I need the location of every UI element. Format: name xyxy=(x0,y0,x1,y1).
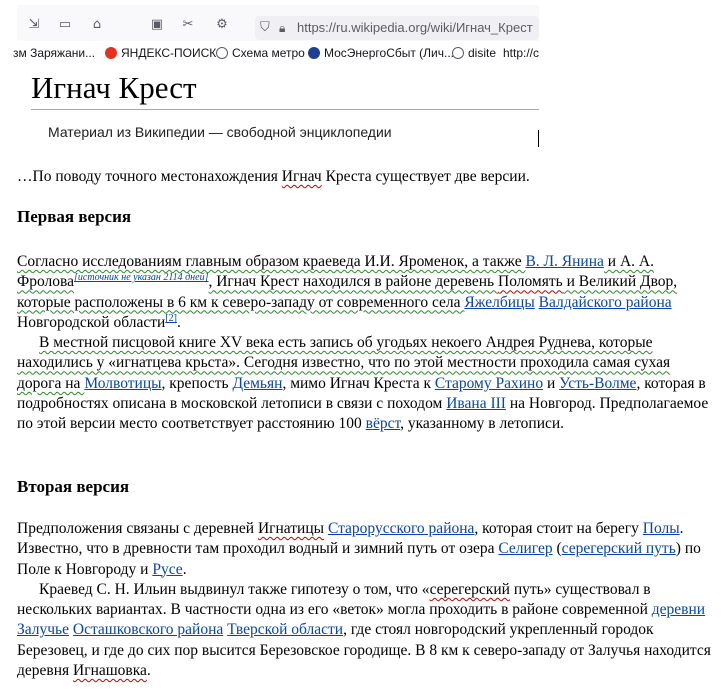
text-run: , где стоял новгородский укрепленный городок Березовец, и где до сих пор высится Березовское городище. В 8 км к северо-западу от Залучья находится деревня xyxy=(17,621,711,680)
bookmark-item[interactable] xyxy=(105,46,216,60)
url-bar[interactable] xyxy=(255,16,539,40)
link-seregersky-way[interactable]: серегерский путь xyxy=(561,540,676,558)
text-run: , которая стоит на берегу xyxy=(474,520,643,537)
text-run: , указанному в летописи. xyxy=(400,415,565,433)
link-seliger[interactable]: Селигер xyxy=(498,540,553,558)
section-heading-first: Первая версия xyxy=(17,207,132,226)
bookmark-label: МосЭнергоСбыт (Лич... xyxy=(324,46,455,60)
home-icon[interactable]: ⌂ xyxy=(92,17,102,32)
text-run: Игнашовка xyxy=(73,662,147,680)
link-valdai-district[interactable]: Валдайского района xyxy=(538,293,672,311)
link-versts[interactable]: вёрст xyxy=(365,415,401,433)
text-run: Креста существует две версии. xyxy=(321,168,530,185)
mosenergo-icon xyxy=(308,47,320,59)
link-zaluchye[interactable]: деревни Залучье xyxy=(17,601,706,639)
bookmark-label: Схема метро xyxy=(232,46,305,60)
text-run: . xyxy=(146,662,151,680)
page-tagline: Материал из Википедии — свободной энциклопедии xyxy=(48,124,392,140)
text-run: Новгородской области xyxy=(17,313,166,331)
text-run: , которая в подробностях описана в московской летописи в связи с походом xyxy=(17,374,706,413)
section2-paragraph-1 xyxy=(17,519,717,681)
text-run: , мимо Игнач Креста к xyxy=(282,374,435,392)
text-cursor xyxy=(538,130,539,147)
link-rusa[interactable]: Русе xyxy=(152,560,183,578)
text-run: , крепость xyxy=(161,374,233,392)
text-run: Игнатицы xyxy=(257,520,325,537)
bookmark-item[interactable] xyxy=(452,46,496,60)
text-run: и Великий Двор, которые расположены в 6 км к северо-западу от современного села xyxy=(17,273,678,311)
url-text[interactable]: https://ru.wikipedia.org/wiki/Игнач_Крест xyxy=(297,20,533,35)
bookmark-item[interactable] xyxy=(503,46,539,60)
text-run: на Новгород. Предполагаемое по этой версии место соответствует расстоянию 100 xyxy=(17,395,709,433)
globe-icon xyxy=(452,47,464,59)
browser-toolbar xyxy=(17,5,539,41)
bookmark-label: http://c xyxy=(503,46,540,60)
link-staroe-rakhino[interactable]: Старому Рахино xyxy=(434,374,544,392)
intro-paragraph xyxy=(17,167,717,187)
shield-icon[interactable]: ⛉ xyxy=(260,20,270,35)
link-demyan[interactable]: Демьян xyxy=(232,374,283,392)
text-run: Краевед С. Н. Ильин выдвинул также гипотезу о том, что « xyxy=(39,580,430,598)
text-run: ) по Поле к Новгороду и xyxy=(17,540,701,578)
bookmark-item[interactable] xyxy=(13,46,95,60)
text-run: . Известно, что в древности там проходил водный и зимний путь от озера xyxy=(17,520,684,558)
text-run: серегерский xyxy=(429,580,510,598)
link-ostashkov-district[interactable]: Осташковского района xyxy=(72,621,224,639)
bookmark-label: disite xyxy=(468,46,497,60)
browser-window xyxy=(13,0,540,140)
folder-icon[interactable]: ▭ xyxy=(58,17,72,32)
bookmark-label: ЯНДЕКС-ПОИСК xyxy=(121,46,217,60)
text-run: Предположения связаны с деревней xyxy=(17,520,258,537)
bookmark-item[interactable] xyxy=(216,46,305,60)
reference-link[interactable]: [2] xyxy=(165,312,177,324)
text-run: В местной писцовой книге XV века есть запись об угодьях некоего Андрея Руднева, которые находились у «игнатцева крьста». Сегодня известно, что по этой местности проходила самая сухая дорога на xyxy=(17,334,671,392)
link-ivan-iii[interactable]: Ивана III xyxy=(446,395,506,413)
bookmark-item[interactable] xyxy=(308,46,454,60)
link-staraya-russa-district[interactable]: Старорусского района xyxy=(327,520,475,537)
globe-icon xyxy=(216,47,228,59)
text-run: . xyxy=(176,313,181,331)
page-title: Игнач Крест xyxy=(31,70,197,105)
text-run: Согласно исследованиям главным образом краеведа И.И. Яроменок, а также xyxy=(17,253,526,270)
yandex-icon xyxy=(105,47,117,59)
text-run: Игнач xyxy=(281,168,322,185)
import-icon[interactable]: ⇲ xyxy=(28,17,40,32)
screenshot-icon[interactable]: ✂ xyxy=(182,17,194,32)
link-tver-oblast[interactable]: Тверской области xyxy=(227,621,344,639)
text-run: ( xyxy=(552,540,562,558)
link-molvotitsy[interactable]: Молвотицы xyxy=(84,374,162,392)
tabs-icon[interactable]: ▣ xyxy=(150,17,164,32)
link-ust-volma[interactable]: Усть-Волме xyxy=(559,374,637,392)
text-run: . xyxy=(182,560,187,578)
text-run: Поломять xyxy=(498,273,563,291)
text-run: , Игнач Крест находился в районе деревень xyxy=(208,273,498,291)
title-divider xyxy=(31,109,539,110)
link-yanin[interactable]: В. Л. Янина xyxy=(525,253,604,270)
citation-needed-link[interactable]: [источник не указан 2114 дней] xyxy=(74,272,209,284)
lock-icon[interactable]: 🔒︎ xyxy=(279,21,286,35)
section1-paragraph-1 xyxy=(17,252,717,435)
bookmark-label: зм Заряжани... xyxy=(13,46,96,60)
link-yazhelbitsy[interactable]: Яжелбицы xyxy=(464,293,535,311)
gear-icon[interactable]: ⚙ xyxy=(216,17,228,32)
text-run: и А. А. Фролова xyxy=(17,253,654,291)
text-run: путь» существовал в нескольких вариантах. В частности одна из его «веток» могла проходить в районе современной xyxy=(17,580,652,619)
text-run: и xyxy=(543,374,560,392)
section-heading-second: Вторая версия xyxy=(17,477,130,496)
link-pola[interactable]: Полы xyxy=(642,520,680,537)
text-run: …По поводу точного местонахождения xyxy=(17,168,282,185)
bookmarks-bar xyxy=(13,43,540,65)
